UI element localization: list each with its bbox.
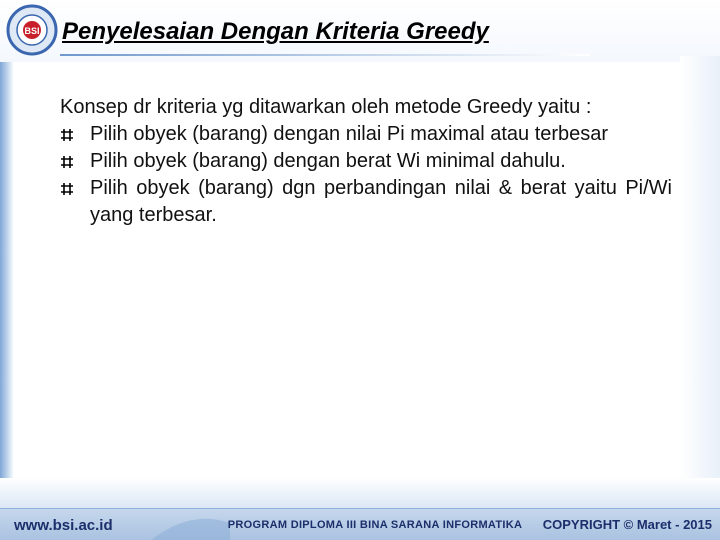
- hash-bullet-icon: [60, 121, 76, 148]
- footer-gradient: [0, 478, 720, 512]
- bullet-text: Pilih obyek (barang) dgn perbandingan nilai & berat yaitu Pi/Wi yang terbesar.: [90, 177, 672, 226]
- footer-bar: [0, 508, 720, 540]
- right-fade: [680, 56, 720, 496]
- title-rule: [60, 54, 590, 56]
- slide-content: [60, 94, 672, 229]
- bullet-list: [60, 121, 672, 229]
- list-item: [60, 148, 672, 175]
- intro-text: Konsep dr kriteria yg ditawarkan oleh metode Greedy yaitu :: [60, 96, 592, 118]
- list-item: [60, 175, 672, 229]
- footer-copyright-text: COPYRIGHT © Maret - 2015: [542, 517, 712, 532]
- page-title: Penyelesaian Dengan Kriteria Greedy: [62, 18, 489, 45]
- hash-bullet-icon: [60, 148, 76, 175]
- footer-url-link[interactable]: www.bsi.ac.id: [14, 517, 113, 534]
- bullet-text: Pilih obyek (barang) dengan nilai Pi maximal atau terbesar: [90, 123, 609, 145]
- bsi-informatika-seal-icon: [6, 4, 58, 56]
- svg-text:BSI: BSI: [24, 26, 40, 36]
- bullet-text: Pilih obyek (barang) dengan berat Wi minimal dahulu.: [90, 150, 566, 172]
- hash-bullet-icon: [60, 175, 76, 202]
- footer-program-text: PROGRAM DIPLOMA III BINA SARANA INFORMATIKA: [227, 519, 523, 531]
- list-item: [60, 121, 672, 148]
- left-stripe: [0, 62, 14, 492]
